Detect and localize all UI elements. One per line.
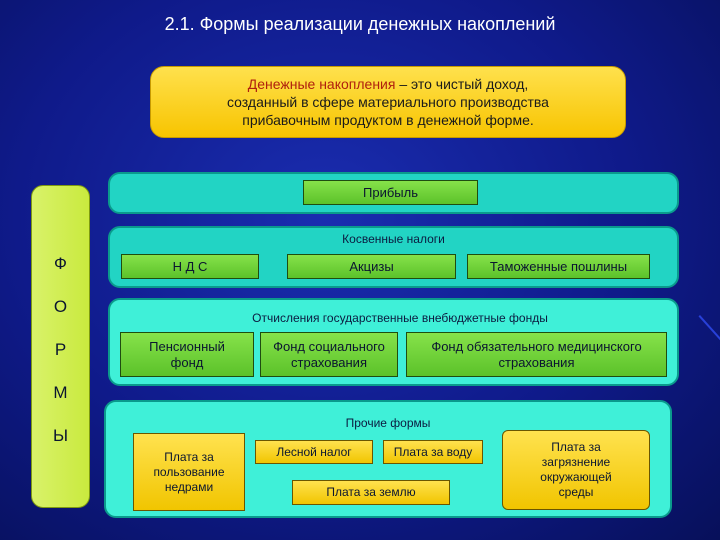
funds-title: Отчисления государственные внебюджетные фонды <box>252 311 548 325</box>
definition-line-3: прибавочным продуктом в денежной форме. <box>242 112 534 128</box>
medical-insurance-fund-box <box>406 332 667 377</box>
forms-letter-y: Ы <box>52 426 69 445</box>
definition-line-2: созданный в сфере материального производства <box>227 94 549 110</box>
vat-box: Н Д С <box>121 254 259 279</box>
pension-fund-box <box>120 332 254 377</box>
social-insurance-fund-box <box>260 332 398 377</box>
forms-letter-f: Ф <box>54 254 67 273</box>
social-insurance-fund-line-1: Фонд социального <box>273 338 385 354</box>
decorative-diagonal-line <box>699 315 720 346</box>
forms-letter-m: М <box>53 383 68 402</box>
subsoil-fee-line-2: пользование <box>153 464 225 479</box>
excise-box: Акцизы <box>287 254 456 279</box>
medical-insurance-fund-line-1: Фонд обязательного медицинского <box>431 338 642 354</box>
pension-fund-line-2: фонд <box>170 354 204 370</box>
indirect-taxes-title: Косвенные налоги <box>342 232 445 246</box>
subsoil-fee-line-1: Плата за <box>164 449 214 464</box>
pollution-fee-line-4: среды <box>558 485 594 499</box>
profit-box: Прибыль <box>303 180 478 205</box>
pollution-fee-box <box>502 430 650 510</box>
forest-tax-box: Лесной налог <box>255 440 373 464</box>
customs-duties-box: Таможенные пошлины <box>467 254 650 279</box>
water-fee-box: Плата за воду <box>383 440 483 464</box>
pension-fund-line-1: Пенсионный <box>149 338 225 354</box>
subsoil-fee-line-3: недрами <box>164 479 214 494</box>
page-title: 2.1. Формы реализации денежных накоплений <box>164 14 556 34</box>
pollution-fee-line-3: окружающей <box>540 470 612 484</box>
definition-term: Денежные накопления <box>247 76 396 92</box>
definition-line-1 <box>248 75 529 93</box>
definition-box <box>150 66 626 138</box>
pollution-fee-line-2: загрязнение <box>541 455 611 469</box>
social-insurance-fund-line-2: страхования <box>291 354 367 370</box>
forms-letter-r: Р <box>54 340 67 359</box>
subsoil-fee-box <box>133 433 245 511</box>
land-fee-box: Плата за землю <box>292 480 450 505</box>
pollution-fee-line-1: Плата за <box>551 440 601 454</box>
forms-letter-o: О <box>53 297 68 316</box>
definition-line-1-rest: – это чистый доход, <box>395 76 529 92</box>
other-forms-title: Прочие формы <box>345 416 431 430</box>
medical-insurance-fund-line-2: страхования <box>498 354 575 370</box>
